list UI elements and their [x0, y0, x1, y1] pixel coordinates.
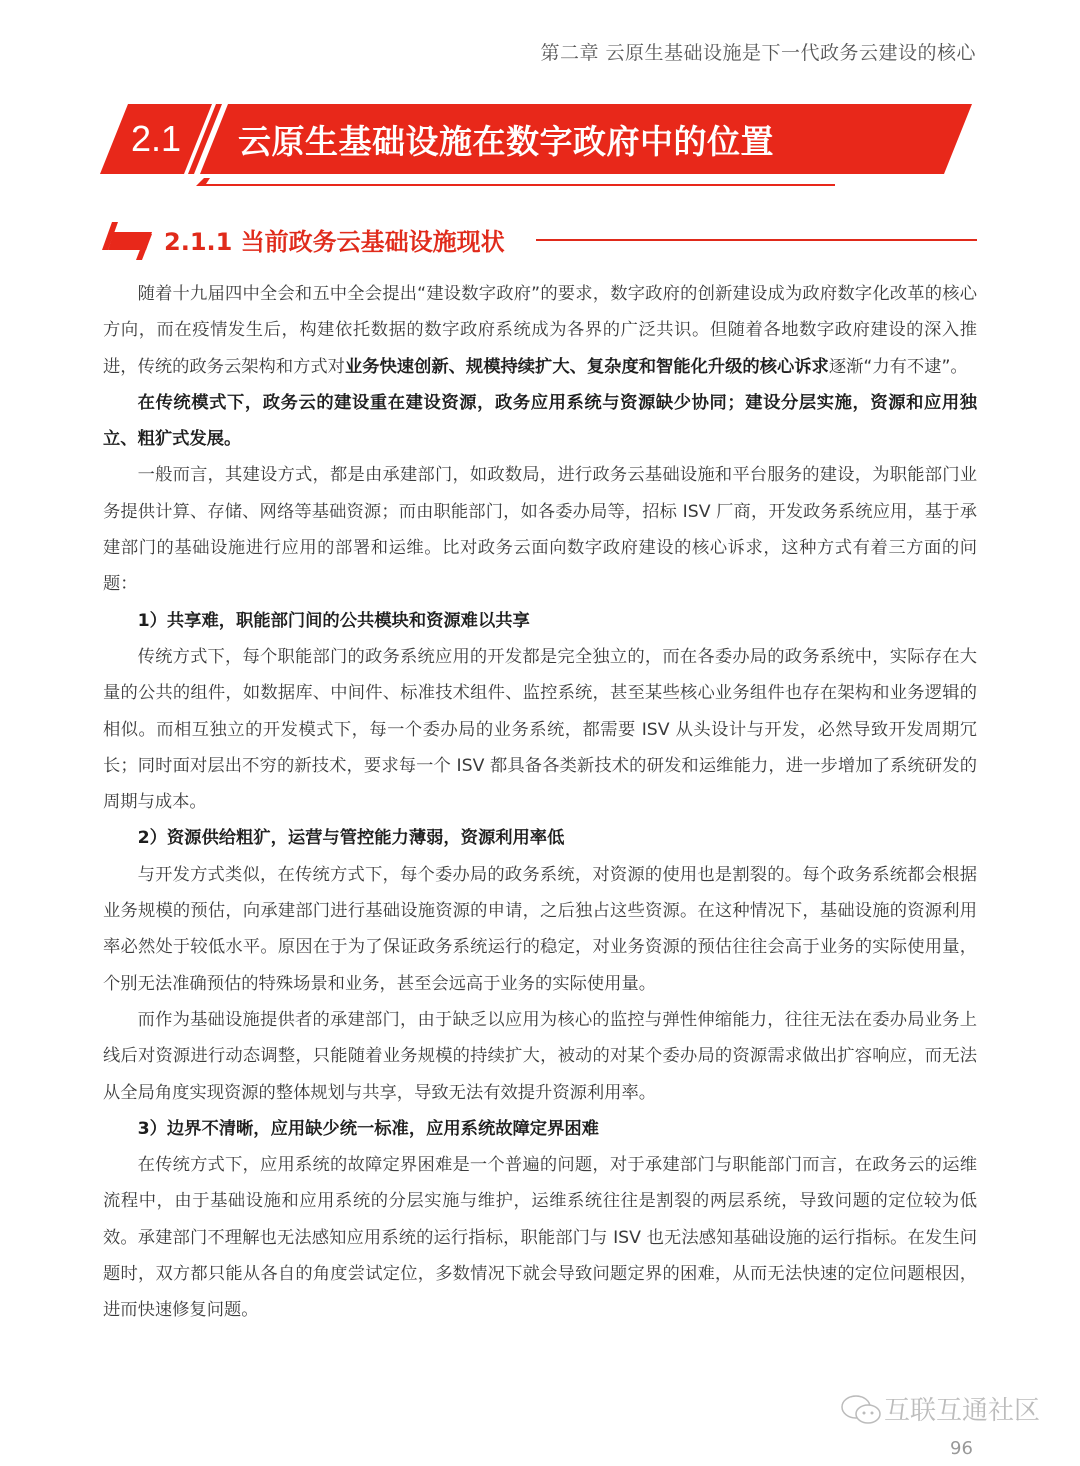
section-title: 云原生基础设施在数字政府中的位置: [238, 122, 774, 161]
paragraph-key-point: 在传统模式下，政务云的建设重在建设资源，政务应用系统与资源缺少协同；建设分层实施，资源和应用独立、粗犷式发展。: [103, 392, 977, 450]
watermark: [840, 1394, 1040, 1428]
body-text: [103, 276, 977, 1329]
banner-underline: [196, 178, 835, 186]
paragraph: 传统方式下，每个职能部门的政务系统应用的开发都是完全独立的，而在各委办局的政务系统中，实际存在大量的公共的组件，如数据库、中间件、标准技术组件、监控系统，甚至某些核心业务组件也存在架构和业务逻辑的相似。而相互独立的开发模式下，每一个委办局的业务系统，都需要 ISV 从头设计与开发，必然导致开发周期冗长；同时面对层出不穷的新技术，要求每一个 ISV 都具备各类新技术的研发和运维能力，进一步增加了系统研发的周期与成本。: [103, 646, 977, 813]
running-head: 第二章 云原生基础设施是下一代政务云建设的核心: [540, 42, 976, 64]
section-number: 2.1: [131, 118, 182, 159]
text-run: 随着十九届四中全会和五中全会提出“建设数字政府”的要求，数字政府的创新建设成为政府数字化改革的核心方向，而在疫情发生后，构建依托数据的数字政府系统成为各界的广泛共识。但随着各地数字政府建设的深入推进，传统的政务云架构和方式对: [103, 284, 977, 377]
problem-heading-3: 3）边界不清晰，应用缺少统一标准，应用系统故障定界困难: [137, 1118, 599, 1139]
wechat-icon: [840, 1394, 884, 1428]
paragraph-intro: [103, 276, 977, 385]
subsection-rule: [536, 239, 977, 241]
paragraph: 在传统方式下，应用系统的故障定界困难是一个普遍的问题，对于承建部门与职能部门而言，在政务云的运维流程中，由于基础设施和应用系统的分层实施与维护，运维系统往往是割裂的两层系统，导致问题的定位较为低效。承建部门不理解也无法感知应用系统的运行指标，职能部门与 ISV 也无法感知基础设施的运行指标。在发生问题时，双方都只能从各自的角度尝试定位，多数情况下就会导致问题定界的困难，从而无法快速的定位问题根因，进而快速修复问题。: [103, 1155, 977, 1321]
problem-heading-1: 1）共享难，职能部门间的公共模块和资源难以共享: [137, 610, 530, 631]
text-run: 逐渐“力有不逮”。: [828, 356, 968, 377]
paragraph: 而作为基础设施提供者的承建部门，由于缺乏以应用为核心的监控与弹性伸缩能力，往往无法在委办局业务上线后对资源进行动态调整，只能随着业务规模的持续扩大，被动的对某个委办局的资源需求做出扩容响应，而无法从全局角度实现资源的整体规划与共享，导致无法有效提升资源利用率。: [103, 1009, 977, 1103]
problem-heading-2: 2）资源供给粗犷，运营与管控能力薄弱，资源利用率低: [137, 828, 565, 849]
subsection-title: 2.1.1 当前政务云基础设施现状: [164, 228, 505, 256]
page-number: 96: [950, 1438, 973, 1459]
paragraph: 与开发方式类似，在传统方式下，每个委办局的政务系统，对资源的使用也是割裂的。每个政务系统都会根据业务规模的预估，向承建部门进行基础设施资源的申请，之后独占这些资源。在这种情况下，基础设施的资源利用率必然处于较低水平。原因在于为了保证政务系统运行的稳定，对业务资源的预估往往会高于业务的实际使用量，个别无法准确预估的特殊场景和业务，甚至会远高于业务的实际使用量。: [103, 864, 977, 994]
paragraph: 一般而言，其建设方式，都是由承建部门，如政数局，进行政务云基础设施和平台服务的建设，为职能部门业务提供计算、存储、网络等基础资源；而由职能部门，如各委办局等，招标 ISV 厂商，开发政务系统应用，基于承建部门的基础设施进行应用的部署和运维。比对政务云面向数字政府建设的核心诉求，这种方式有着三方面的问题：: [103, 465, 977, 595]
bold-run: 业务快速创新、规模持续扩大、复杂度和智能化升级的核心诉求: [344, 356, 829, 377]
watermark-text: 互联互通社区: [884, 1396, 1041, 1426]
